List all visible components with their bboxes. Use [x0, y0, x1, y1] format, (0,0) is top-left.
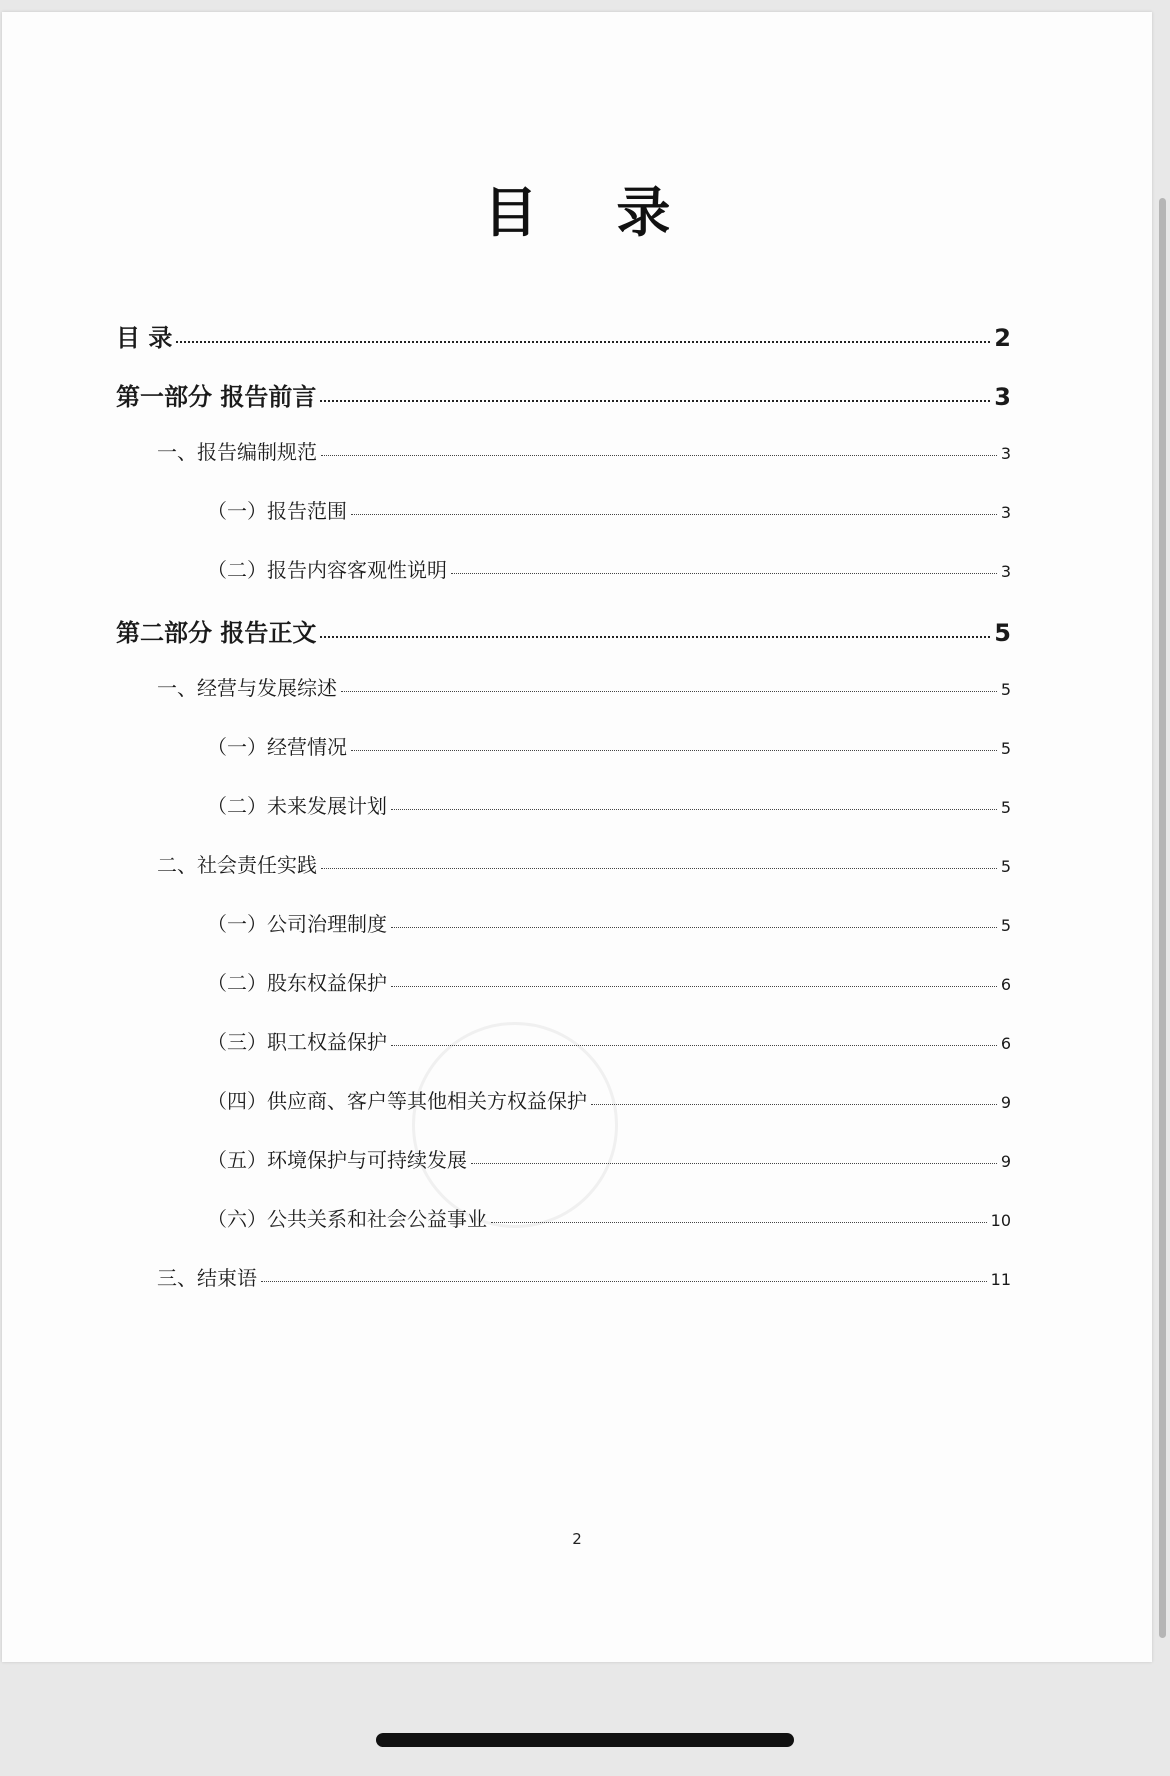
toc-entry-label: （一）公司治理制度: [207, 912, 387, 936]
page-number: 2: [572, 1530, 582, 1548]
toc-entry[interactable]: [207, 731, 1011, 760]
toc-entry[interactable]: [207, 1203, 1011, 1232]
toc-entry-page: 5: [1000, 739, 1011, 758]
toc-entry-label: （一）经营情况: [207, 735, 347, 759]
toc-dot-leader: [391, 986, 997, 987]
toc-entry-label: （三）职工权益保护: [207, 1030, 387, 1054]
toc-entry[interactable]: [157, 672, 1011, 701]
document-page: [2, 12, 1152, 1662]
toc-dot-leader: [176, 341, 990, 343]
toc-entry-label: （四）供应商、客户等其他相关方权益保护: [207, 1089, 587, 1113]
toc-entry-label: 目 录: [116, 324, 173, 352]
toc-dot-leader: [351, 514, 997, 515]
toc-entry[interactable]: [157, 436, 1011, 465]
toc-entry-label: （二）未来发展计划: [207, 794, 387, 818]
toc-entry-page: 6: [1000, 975, 1011, 994]
toc-entry-page: 10: [990, 1211, 1011, 1230]
toc-entry-page: 3: [994, 383, 1011, 411]
toc-dot-leader: [341, 691, 997, 692]
vertical-scrollbar[interactable]: [1159, 198, 1166, 1638]
toc-entry-page: 3: [1000, 562, 1011, 581]
toc-dot-leader: [320, 400, 990, 402]
toc-entry-label: （一）报告范围: [207, 499, 347, 523]
toc-entry-label: （五）环境保护与可持续发展: [207, 1148, 467, 1172]
toc-entry-label: 二、社会责任实践: [157, 853, 317, 877]
toc-entry-page: 9: [1000, 1093, 1011, 1112]
toc-dot-leader: [321, 868, 997, 869]
toc-entry[interactable]: [207, 967, 1011, 996]
table-of-contents: [2, 12, 1152, 1662]
toc-dot-leader: [491, 1222, 987, 1223]
toc-entry-page: 5: [1000, 680, 1011, 699]
toc-entry-label: （六）公共关系和社会公益事业: [207, 1207, 487, 1231]
toc-entry[interactable]: [116, 613, 1011, 648]
toc-entry[interactable]: [207, 1144, 1011, 1173]
toc-entry[interactable]: [157, 849, 1011, 878]
toc-entry-label: （二）股东权益保护: [207, 971, 387, 995]
toc-entry-label: 一、经营与发展综述: [157, 676, 337, 700]
toc-dot-leader: [471, 1163, 997, 1164]
toc-entry[interactable]: [207, 908, 1011, 937]
page-title: 目 录: [483, 181, 701, 244]
toc-entry[interactable]: [207, 1085, 1011, 1114]
toc-entry[interactable]: [207, 1026, 1011, 1055]
toc-entry[interactable]: [116, 318, 1011, 353]
toc-entry[interactable]: [207, 495, 1011, 524]
toc-dot-leader: [391, 809, 997, 810]
toc-entry-page: 3: [1000, 444, 1011, 463]
toc-entry-page: 5: [1000, 857, 1011, 876]
toc-entry-label: 一、报告编制规范: [157, 440, 317, 464]
toc-entry-label: （二）报告内容客观性说明: [207, 558, 447, 582]
toc-entry-page: 5: [994, 619, 1011, 647]
toc-entry-label: 第二部分 报告正文: [116, 619, 317, 647]
toc-dot-leader: [391, 1045, 997, 1046]
toc-entry-page: 6: [1000, 1034, 1011, 1053]
toc-entry[interactable]: [207, 554, 1011, 583]
toc-entry-page: 11: [990, 1270, 1011, 1289]
toc-entry-page: 9: [1000, 1152, 1011, 1171]
toc-dot-leader: [591, 1104, 997, 1105]
toc-entry[interactable]: [116, 377, 1011, 412]
toc-entry-page: 2: [994, 324, 1011, 352]
toc-dot-leader: [351, 750, 997, 751]
home-indicator-bar[interactable]: [376, 1733, 794, 1747]
toc-entry-page: 5: [1000, 798, 1011, 817]
toc-entry-page: 3: [1000, 503, 1011, 522]
toc-dot-leader: [451, 573, 997, 574]
toc-dot-leader: [391, 927, 997, 928]
toc-entry[interactable]: [207, 790, 1011, 819]
toc-dot-leader: [321, 455, 997, 456]
toc-entry-label: 三、结束语: [157, 1266, 257, 1290]
toc-entry[interactable]: [157, 1262, 1011, 1291]
toc-dot-leader: [320, 636, 990, 638]
toc-entry-page: 5: [1000, 916, 1011, 935]
toc-dot-leader: [261, 1281, 987, 1282]
toc-entry-label: 第一部分 报告前言: [116, 383, 317, 411]
